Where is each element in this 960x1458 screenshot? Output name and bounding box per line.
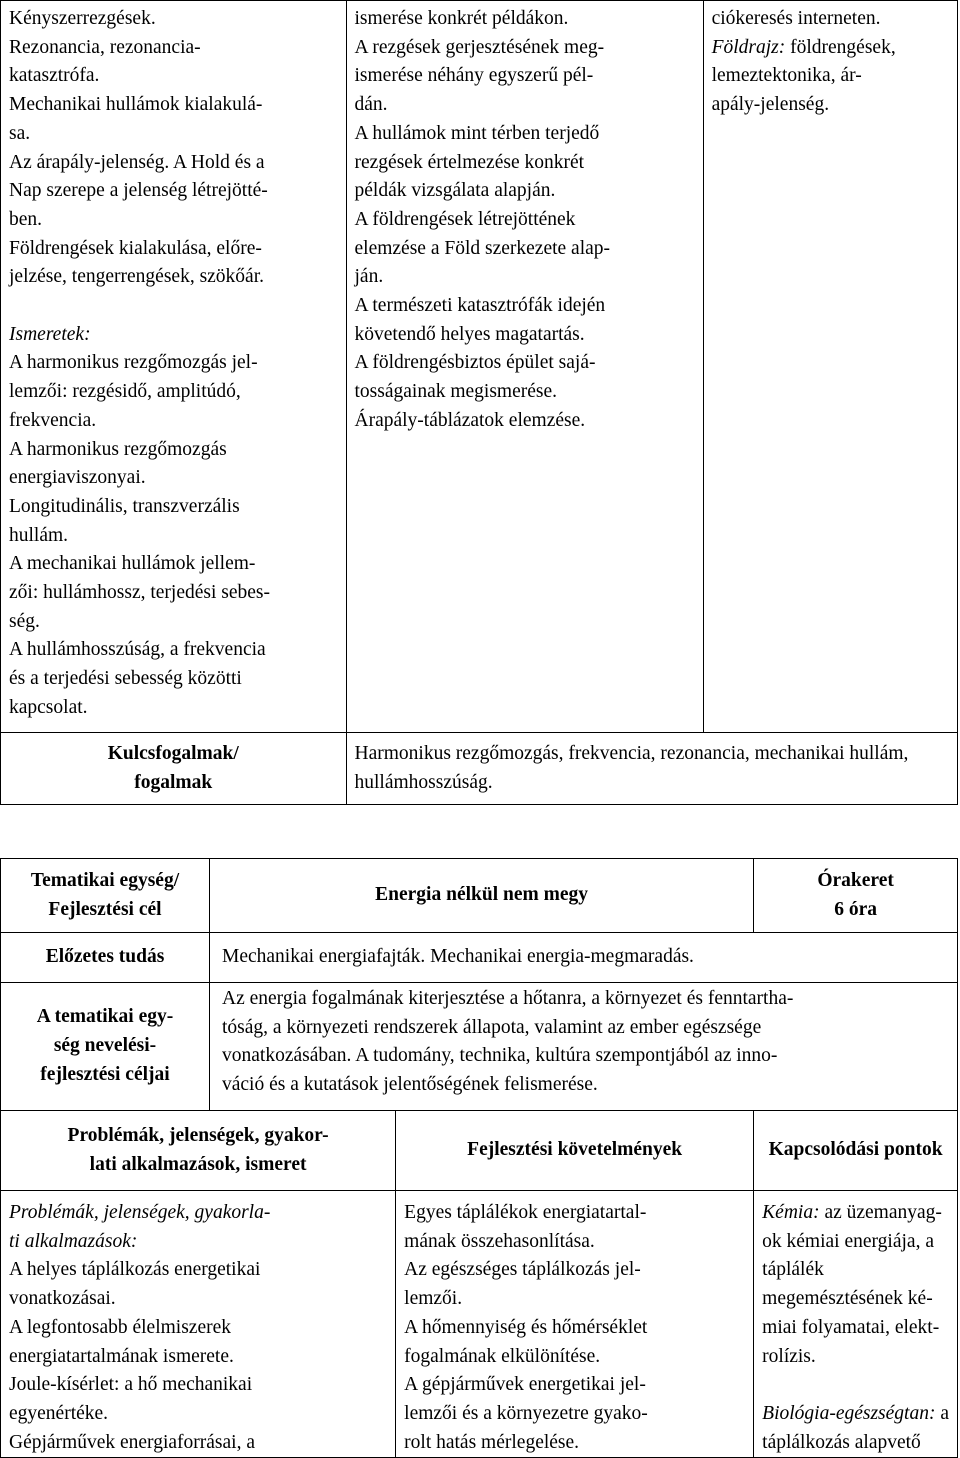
requirement2-line: rolt hatás mérlegelése. — [404, 1431, 580, 1453]
requirement2-line: Az egészséges táplálkozás jel- — [404, 1259, 641, 1281]
knowledge-line: Az árapály-jelenség. A Hold és a — [9, 151, 265, 173]
connection2-line: ok kémiai energiája, a — [762, 1230, 934, 1252]
goals-label-cell — [1, 983, 210, 1111]
connection2-line — [762, 1199, 949, 1228]
knowledge-line: A hullámhosszúság, a frekvencia — [9, 639, 266, 661]
knowledge-line: A mechanikai hullámok jellem- — [9, 553, 256, 575]
connection-line: apály-jelenség. — [711, 94, 830, 116]
key-concepts-label-cell — [1, 733, 347, 805]
unit-label-2: Fejlesztési cél — [48, 898, 162, 920]
knowledge-line: Ismeretek: — [9, 323, 91, 345]
problem-line: vonatkozásai. — [9, 1288, 116, 1310]
unit-label-1: Tematikai egység/ — [30, 869, 180, 891]
knowledge-line: hullám. — [9, 524, 69, 546]
knowledge-line: lemzői: rezgésidő, amplitúdó, — [9, 381, 241, 403]
knowledge-line: Mechanikai hullámok kialakulá- — [9, 94, 263, 116]
thematic-unit-table — [0, 858, 958, 1458]
connection-line: ciókeresés interneten. — [711, 8, 881, 29]
problem-line: Gépjárművek energiaforrásai, a — [9, 1431, 255, 1453]
knowledge-line: energiaviszonyai. — [9, 467, 146, 489]
connection2-subject-text: az üzemanyag- — [819, 1202, 942, 1223]
knowledge-line: katasztrófa. — [9, 65, 100, 87]
requirement2-line: Egyes táplálékok energiatartal- — [404, 1202, 647, 1223]
key-concepts-label-2: fogalmak — [134, 771, 213, 793]
requirement-line: rezgések értelmezése konkrét — [354, 151, 585, 173]
knowledge-line: Földrengések kialakulása, előre- — [9, 237, 262, 259]
requirement2-line: A hőmennyiség és hőmérséklet — [404, 1316, 648, 1338]
requirements-column — [346, 1, 703, 733]
knowledge-line — [9, 292, 338, 321]
requirement2-line: lemzői. — [404, 1288, 463, 1310]
problem-line: energiatartalmának ismerete. — [9, 1345, 234, 1367]
hours-label: Órakeret — [817, 869, 894, 891]
knowledge-line: Nap szerepe a jelenség létrejötté- — [9, 180, 268, 202]
knowledge-line: zői: hullámhossz, terjedési sebes- — [9, 582, 271, 604]
prior-knowledge-label-cell — [1, 933, 210, 983]
key-concepts-text-1: Harmonikus rezgőmozgás, frekvencia, rezonancia, mechanikai hullám, — [354, 742, 909, 764]
col-head-problems-1: Problémák, jelenségek, gyakor- — [67, 1124, 329, 1146]
requirement2-line: mának összehasonlítása. — [404, 1230, 595, 1252]
col-head-requirements-cell — [396, 1111, 754, 1191]
requirement-line: ismerése néhány egyszerű pél- — [354, 65, 594, 87]
problem-line: ti alkalmazások: — [9, 1230, 138, 1252]
problem-line: A helyes táplálkozás energetikai — [9, 1259, 261, 1281]
connection2-line — [762, 1400, 949, 1429]
connection2-line: táplálék — [762, 1259, 824, 1281]
requirement-line: ismerése konkrét példákon. — [354, 8, 569, 29]
connection-line — [712, 34, 949, 63]
problem-line: A legfontosabb élelmiszerek — [9, 1316, 232, 1338]
connection2-line: táplálkozás alapvető — [762, 1431, 921, 1453]
unit-title: Energia nélkül nem megy — [375, 884, 589, 906]
knowledge-line: jelzése, tengerrengések, szökőár. — [9, 266, 265, 288]
requirement-line: A földrengések létrejöttének — [354, 208, 576, 230]
knowledge-line: Kényszerrezgések. — [9, 8, 156, 29]
knowledge-line: ség. — [9, 610, 40, 632]
connection2-line: miai folyamatai, elekt- — [762, 1316, 940, 1338]
key-concepts-cell — [346, 733, 958, 805]
problems-column — [1, 1191, 396, 1458]
requirements-column-2 — [396, 1191, 754, 1458]
goals-label-1: A tematikai egy- — [36, 1006, 174, 1028]
col-head-requirements: Fejlesztési követelmények — [467, 1139, 683, 1161]
goals-text-line: tóság, a környezeti rendszerek állapota, valamint az ember egészsége — [222, 1016, 762, 1038]
unit-label-cell — [1, 859, 210, 933]
knowledge-line: ben. — [9, 208, 43, 230]
requirement-line: elemzése a Föld szerkezete alap- — [354, 237, 611, 259]
knowledge-column — [1, 1, 347, 733]
requirement2-line: lemzői és a környezetre gyako- — [404, 1402, 648, 1424]
prior-knowledge-text: Mechanikai energiafajták. Mechanikai energia-megmaradás. — [222, 946, 694, 968]
knowledge-line: A harmonikus rezgőmozgás jel- — [9, 352, 258, 374]
requirement-line: A földrengésbiztos épület sajá- — [354, 352, 596, 374]
requirement-line: tosságainak megismerése. — [354, 381, 558, 403]
problem-line: egyenértéke. — [9, 1402, 109, 1424]
requirement-line: ján. — [354, 266, 384, 288]
prior-knowledge-cell — [210, 933, 958, 983]
knowledge-line: sa. — [9, 122, 31, 144]
connection2-subject-text: a — [935, 1402, 949, 1424]
knowledge-line: A harmonikus rezgőmozgás — [9, 438, 227, 460]
requirement2-line: A gépjárművek energetikai jel- — [404, 1374, 646, 1396]
problem-line: Joule-kísérlet: a hő mechanikai — [9, 1374, 253, 1396]
requirement2-line: fogalmának elkülönítése. — [404, 1345, 601, 1367]
goals-text-line: Az energia fogalmának kiterjesztése a hőtanra, a környezet és fenntartha- — [222, 988, 794, 1009]
connections-column — [703, 1, 957, 733]
connections-column-2 — [754, 1191, 958, 1458]
key-concepts-text-2: hullámhosszúság. — [354, 771, 493, 793]
knowledge-line: kapcsolat. — [9, 696, 88, 718]
requirement-line: A hullámok mint térben terjedő — [354, 122, 600, 144]
goals-label-3: fejlesztési céljai — [40, 1063, 170, 1085]
col-head-problems-cell — [1, 1111, 396, 1191]
connection2-line: rolízis. — [762, 1345, 816, 1367]
connection2-subject-label: Kémia: — [762, 1202, 820, 1223]
requirement-line: A természeti katasztrófák idején — [354, 295, 606, 317]
hours-value: 6 óra — [834, 898, 877, 920]
problem-line: Problémák, jelenségek, gyakorla- — [9, 1202, 271, 1223]
requirement-line: Árapály-táblázatok elemzése. — [354, 409, 586, 431]
knowledge-line: Longitudinális, transzverzális — [9, 495, 240, 517]
connection2-line — [762, 1371, 949, 1400]
requirement-line: követendő helyes magatartás. — [354, 323, 585, 345]
goals-cell — [210, 983, 958, 1111]
requirement-line: példák vizsgálata alapján. — [354, 180, 556, 202]
goals-text-line: vonatkozásában. A tudomány, technika, kultúra szempontjából az inno- — [222, 1045, 778, 1067]
connection-subject-label: Földrajz: — [711, 36, 786, 58]
knowledge-line: frekvencia. — [9, 409, 97, 431]
knowledge-line: és a terjedési sebesség közötti — [9, 668, 242, 690]
unit-title-cell — [210, 859, 754, 933]
hours-cell — [754, 859, 958, 933]
col-head-connections: Kapcsolódási pontok — [768, 1139, 943, 1161]
requirement-line: A rezgések gerjesztésének meg- — [354, 36, 605, 58]
knowledge-line: Rezonancia, rezonancia- — [9, 36, 201, 58]
goals-label-2: ség nevelési- — [53, 1035, 157, 1057]
col-head-connections-cell — [754, 1111, 958, 1191]
connection-subject-text: földrengések, — [785, 36, 896, 58]
connection2-line: megemésztésének ké- — [762, 1288, 933, 1310]
prior-knowledge-label: Előzetes tudás — [45, 946, 165, 968]
connection-line: lemeztektonika, ár- — [711, 65, 862, 87]
goals-text-line: váció és a kutatások jelentőségének felismerése. — [222, 1074, 598, 1096]
requirement-line: dán. — [354, 94, 388, 116]
connection2-subject-label: Biológia-egészségtan: — [762, 1402, 936, 1424]
key-concepts-label-1: Kulcsfogalmak/ — [107, 742, 239, 764]
col-head-problems-2: lati alkalmazások, ismeret — [89, 1153, 307, 1175]
